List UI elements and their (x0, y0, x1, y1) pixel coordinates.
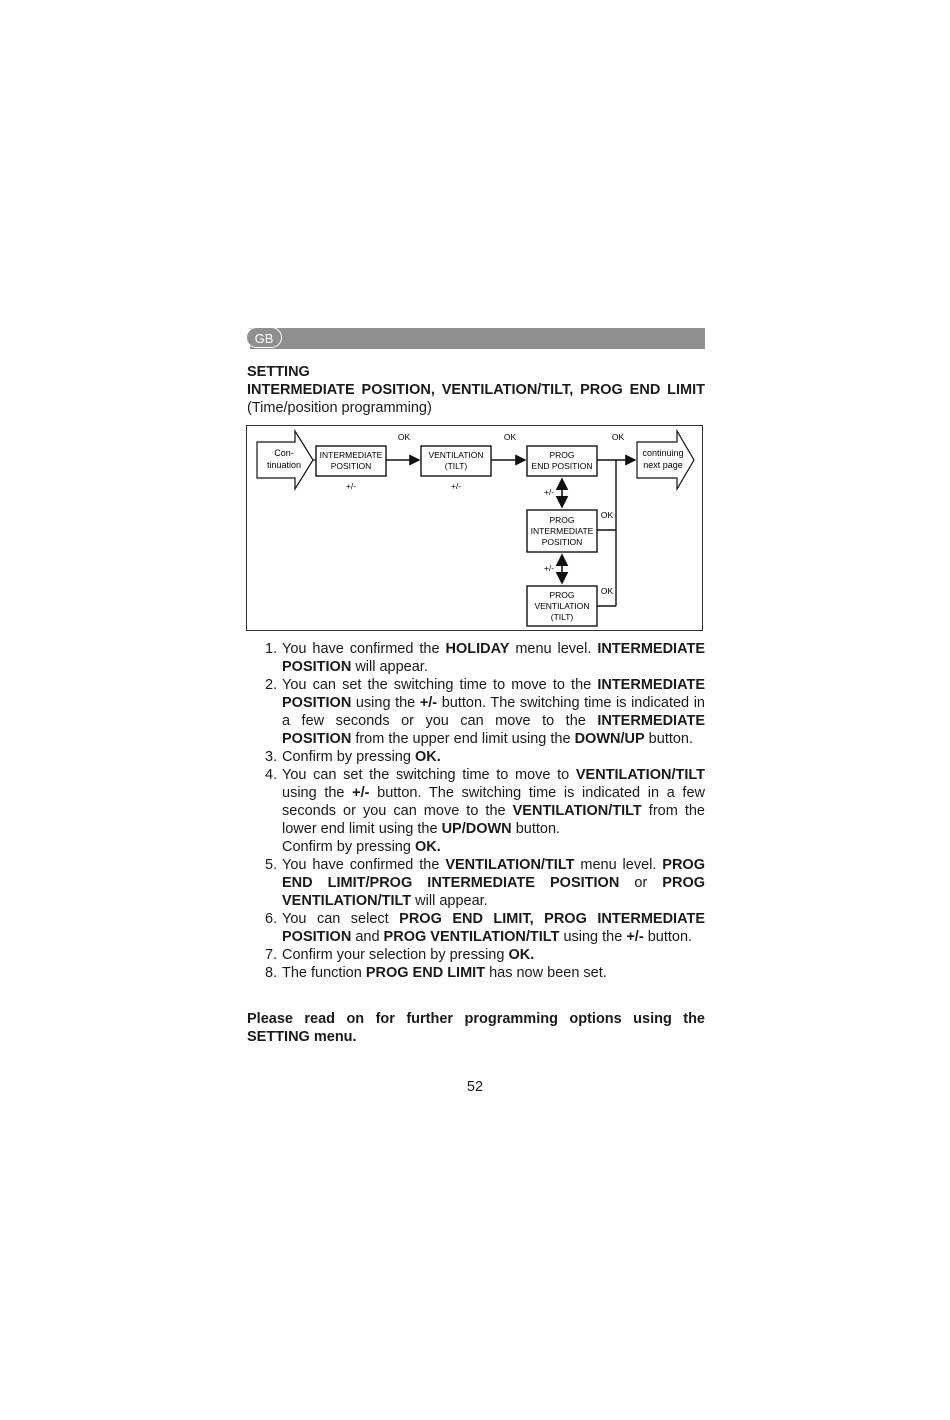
step-body (282, 857, 705, 909)
step-bold-text: PROG VENTILATION/TILT (383, 929, 560, 945)
box-prog-vent-line2: VENTILATION (534, 601, 590, 611)
plusminus-label-4: +/- (543, 563, 555, 573)
step-item (265, 676, 705, 748)
step-text: and (351, 929, 384, 945)
plusminus-label-1: +/- (345, 481, 357, 491)
step-text: button. (644, 731, 694, 747)
box-prog-int-line3: POSITION (541, 537, 583, 547)
ok-label-5: OK (600, 586, 614, 596)
step-bold-text: VENTILATION/TILT (445, 857, 575, 873)
box-prog-int-line2: INTERMEDIATE (530, 526, 594, 536)
plusminus-label-3: +/- (543, 487, 555, 497)
step-bold-text: INTERMEDIATE POSITION (282, 677, 705, 711)
step-bold-text: VENTILATION/TILT (575, 767, 705, 783)
step-bold-text: HOLIDAY (445, 641, 510, 657)
step-text: Confirm by pressing (282, 749, 415, 765)
instruction-steps (265, 640, 705, 982)
step-bold-text: DOWN/UP (574, 731, 645, 747)
step-body (282, 677, 705, 747)
step-body (282, 947, 534, 963)
step-number: 2. (265, 677, 278, 693)
step-item (265, 766, 705, 856)
end-label-2: next page (643, 460, 683, 470)
step-bold-text: PROG END LIMIT, PROG INTERMEDIATE POSITION (282, 911, 706, 945)
step-bold-text: INTERMEDIATE POSITION (282, 641, 705, 675)
step-bold-text: +/- (352, 785, 370, 801)
step-text: Confirm by pressing (282, 839, 415, 855)
step-bold-text: OK. (414, 749, 441, 765)
step-number: 7. (265, 947, 278, 963)
step-number: 4. (265, 767, 278, 783)
step-bold-text: OK. (508, 947, 535, 963)
ok-label-4: OK (600, 510, 614, 520)
start-label-1: Con- (274, 448, 294, 458)
step-text: button. The switching time is indicated in a few seconds or you can move to the (282, 785, 705, 819)
box-ventilation-line2: (TILT) (444, 461, 468, 471)
page-number: 52 (466, 1079, 484, 1095)
step-item (265, 748, 705, 766)
header-bar (250, 328, 705, 349)
step-text: You have confirmed the (282, 641, 446, 657)
step-bold-text: +/- (419, 695, 438, 711)
step-body (282, 749, 441, 765)
step-text: button. The switching time is indicated in a few seconds or you can move to the (282, 695, 705, 729)
step-text: will appear. (351, 659, 428, 675)
step-number: 3. (265, 749, 278, 765)
heading-subtitle: INTERMEDIATE POSITION, VENTILATION/TILT, PROG END LIMIT (247, 382, 705, 398)
box-prog-int-line1: PROG (549, 515, 575, 525)
heading-note: (Time/position programming) (247, 400, 432, 416)
language-badge: GB (246, 327, 282, 348)
step-body (282, 641, 705, 675)
step-item (265, 640, 705, 676)
end-label-1: continuing (642, 448, 684, 458)
closing-note: Please read on for further programming options using the SETTING menu. (247, 1011, 705, 1045)
box-intermediate-line2: POSITION (330, 461, 372, 471)
step-bold-text: PROG END LIMIT/PROG INTERMEDIATE POSITION (282, 857, 705, 891)
step-bold-text: VENTILATION/TILT (512, 803, 642, 819)
step-body (282, 965, 607, 981)
step-bold-text: INTERMEDIATE POSITION (282, 713, 705, 747)
step-text: You have confirmed the (282, 857, 446, 873)
step-item (265, 856, 705, 910)
step-text: has now been set. (485, 965, 607, 981)
step-text: using the (351, 695, 420, 711)
step-item (265, 946, 705, 964)
ok-label-2: OK (503, 432, 517, 442)
plusminus-label-2: +/- (450, 481, 462, 491)
box-prog-end-line1: PROG (549, 450, 575, 460)
box-prog-vent-line1: PROG (549, 590, 575, 600)
step-text: button. (643, 929, 693, 945)
step-text: from the upper end limit using the (351, 731, 575, 747)
step-text: from the lower end limit using the (282, 803, 705, 837)
step-text: You can set the switching time to move to (282, 767, 576, 783)
step-text: using the (559, 929, 627, 945)
section-heading (247, 363, 705, 417)
heading-title: SETTING (247, 364, 310, 380)
step-bold-text: OK. (414, 839, 441, 855)
box-ventilation-line1: VENTILATION (428, 450, 484, 460)
step-text: menu level. (574, 857, 663, 873)
step-text: will appear. (411, 893, 488, 909)
box-prog-vent-line3: (TILT) (550, 612, 574, 622)
step-body (282, 911, 705, 945)
step-item (265, 964, 705, 982)
flow-diagram (246, 425, 703, 631)
step-text: button. (511, 821, 561, 837)
ok-label-1: OK (397, 432, 411, 442)
step-text: You can set the switching time to move to the (282, 677, 598, 693)
step-body (282, 767, 705, 837)
start-label-2: tinuation (266, 460, 302, 470)
step-number: 5. (265, 857, 278, 873)
step-item (265, 910, 705, 946)
step-number: 8. (265, 965, 278, 981)
box-prog-end-line2: END POSITION (531, 461, 593, 471)
step-text: or (619, 875, 663, 891)
step-text: The function (282, 965, 366, 981)
step-text: using the (282, 785, 353, 801)
box-intermediate-line1: INTERMEDIATE (319, 450, 383, 460)
step-bold-text: PROG END LIMIT (365, 965, 486, 981)
step-extra (282, 838, 705, 856)
step-bold-text: UP/DOWN (441, 821, 512, 837)
step-text: Confirm your selection by pressing (282, 947, 509, 963)
step-bold-text: +/- (626, 929, 644, 945)
step-number: 6. (265, 911, 278, 927)
step-number: 1. (265, 641, 278, 657)
step-text: You can select (282, 911, 400, 927)
step-text: menu level. (509, 641, 598, 657)
flow-diagram-svg (247, 426, 704, 632)
step-bold-text: PROG VENTILATION/TILT (282, 875, 705, 909)
ok-label-3: OK (611, 432, 625, 442)
